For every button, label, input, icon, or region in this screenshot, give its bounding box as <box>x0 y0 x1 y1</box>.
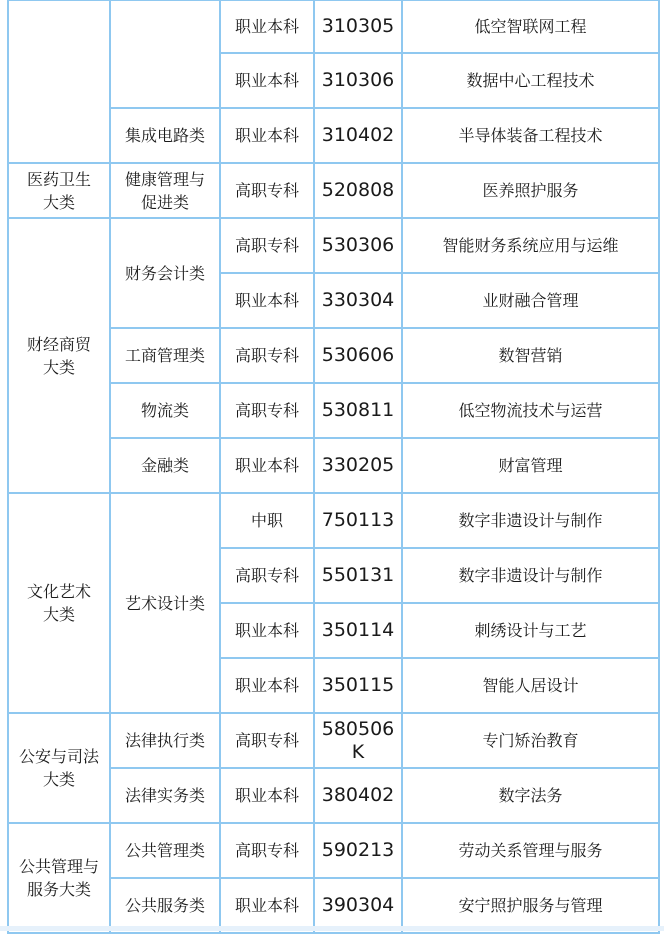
code-cell: 330304 <box>314 273 402 328</box>
level-cell: 职业本科 <box>220 53 314 108</box>
code-cell: 520808 <box>314 163 402 218</box>
subcategory-cell <box>110 0 220 108</box>
level-cell: 职业本科 <box>220 0 314 53</box>
level-cell: 高职专科 <box>220 218 314 273</box>
subcategory-cell: 财务会计类 <box>110 218 220 328</box>
level-cell: 高职专科 <box>220 163 314 218</box>
subcategory-cell: 公共管理类 <box>110 823 220 878</box>
level-cell: 职业本科 <box>220 603 314 658</box>
major-name-cell: 数字非遗设计与制作 <box>402 548 659 603</box>
subcategory-cell: 集成电路类 <box>110 108 220 163</box>
major-name-cell: 智能财务系统应用与运维 <box>402 218 659 273</box>
major-name-cell: 业财融合管理 <box>402 273 659 328</box>
major-name-cell: 刺绣设计与工艺 <box>402 603 659 658</box>
major-name-cell: 半导体装备工程技术 <box>402 108 659 163</box>
major-name-cell: 数智营销 <box>402 328 659 383</box>
category-cell: 公安与司法 大类 <box>8 713 110 823</box>
category-cell: 文化艺术 大类 <box>8 493 110 713</box>
subcategory-cell: 艺术设计类 <box>110 493 220 713</box>
code-cell: 390304 <box>314 878 402 933</box>
level-cell: 职业本科 <box>220 658 314 713</box>
code-cell: 310305 <box>314 0 402 53</box>
subcategory-cell: 工商管理类 <box>110 328 220 383</box>
code-cell: 310402 <box>314 108 402 163</box>
subcategory-cell: 物流类 <box>110 383 220 438</box>
level-cell: 中职 <box>220 493 314 548</box>
major-name-cell: 财富管理 <box>402 438 659 493</box>
level-cell: 职业本科 <box>220 768 314 823</box>
code-cell: 330205 <box>314 438 402 493</box>
table-row <box>8 0 659 53</box>
code-cell: 380402 <box>314 768 402 823</box>
subcategory-cell: 公共服务类 <box>110 878 220 933</box>
subcategory-cell: 法律实务类 <box>110 768 220 823</box>
major-name-cell: 数据中心工程技术 <box>402 53 659 108</box>
code-cell: 550131 <box>314 548 402 603</box>
level-cell: 职业本科 <box>220 273 314 328</box>
category-cell: 医药卫生 大类 <box>8 163 110 218</box>
major-name-cell: 专门矫治教育 <box>402 713 659 768</box>
majors-table <box>7 0 660 934</box>
table-row <box>8 163 659 218</box>
major-name-cell: 安宁照护服务与管理 <box>402 878 659 933</box>
category-cell: 公共管理与 服务大类 <box>8 823 110 933</box>
code-cell: 530306 <box>314 218 402 273</box>
code-cell: 310306 <box>314 53 402 108</box>
code-cell: 350114 <box>314 603 402 658</box>
code-cell: 530811 <box>314 383 402 438</box>
subcategory-cell: 健康管理与 促进类 <box>110 163 220 218</box>
subcategory-cell: 法律执行类 <box>110 713 220 768</box>
level-cell: 职业本科 <box>220 878 314 933</box>
level-cell: 高职专科 <box>220 548 314 603</box>
level-cell: 高职专科 <box>220 713 314 768</box>
category-cell <box>8 0 110 163</box>
major-name-cell: 智能人居设计 <box>402 658 659 713</box>
code-cell: 530606 <box>314 328 402 383</box>
major-name-cell: 医养照护服务 <box>402 163 659 218</box>
subcategory-cell: 金融类 <box>110 438 220 493</box>
table-row <box>8 218 659 273</box>
level-cell: 职业本科 <box>220 108 314 163</box>
category-cell: 财经商贸 大类 <box>8 218 110 493</box>
level-cell: 职业本科 <box>220 438 314 493</box>
major-name-cell: 数字非遗设计与制作 <box>402 493 659 548</box>
major-name-cell: 数字法务 <box>402 768 659 823</box>
table-row <box>8 713 659 768</box>
major-name-cell: 劳动关系管理与服务 <box>402 823 659 878</box>
code-cell: 590213 <box>314 823 402 878</box>
major-name-cell: 低空物流技术与运营 <box>402 383 659 438</box>
level-cell: 高职专科 <box>220 383 314 438</box>
level-cell: 高职专科 <box>220 823 314 878</box>
code-cell: 750113 <box>314 493 402 548</box>
code-cell: 580506 K <box>314 713 402 768</box>
bottom-divider <box>0 926 664 931</box>
table-row <box>8 493 659 548</box>
table-row <box>8 823 659 878</box>
level-cell: 高职专科 <box>220 328 314 383</box>
code-cell: 350115 <box>314 658 402 713</box>
major-name-cell: 低空智联网工程 <box>402 0 659 53</box>
